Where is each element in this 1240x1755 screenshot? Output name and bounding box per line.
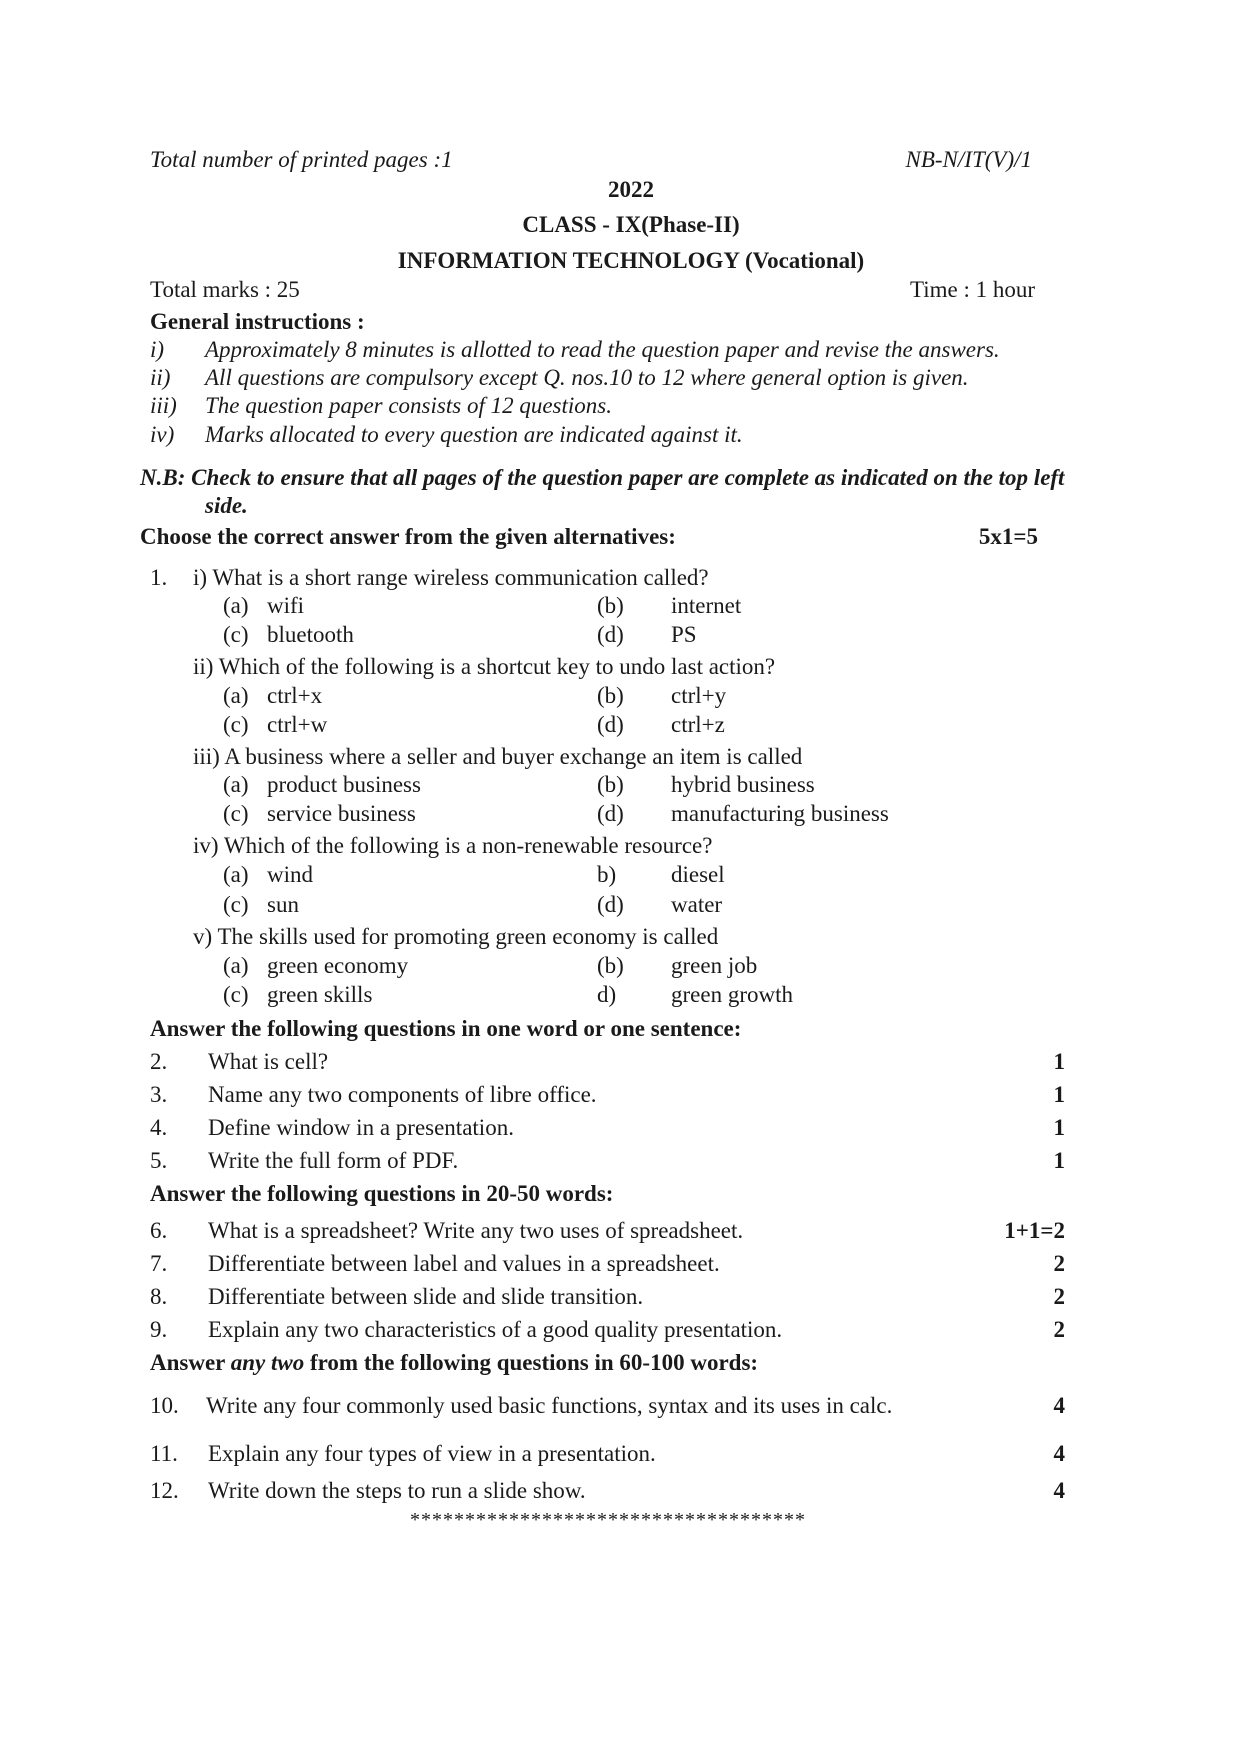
heading-pre: Answer bbox=[150, 1350, 231, 1375]
option-text: wifi bbox=[267, 593, 305, 618]
option-text: green job bbox=[671, 953, 758, 978]
question-text: Explain any four types of view in a presentation. bbox=[208, 1441, 656, 1466]
option-label: (d) bbox=[597, 712, 624, 737]
instruction-text: The question paper consists of 12 questions. bbox=[205, 393, 612, 418]
instructions-heading: General instructions : bbox=[150, 309, 365, 334]
option-text: green growth bbox=[671, 982, 793, 1007]
option-text: green economy bbox=[267, 953, 409, 978]
mcq-question: ii) Which of the following is a shortcut key to undo last action? bbox=[193, 654, 776, 679]
option-label: (c) bbox=[223, 622, 249, 647]
mcq-question: i) What is a short range wireless communication called? bbox=[193, 565, 709, 590]
question-number: 2. bbox=[150, 1049, 168, 1074]
option-text: diesel bbox=[671, 862, 725, 887]
question-number: 12. bbox=[150, 1478, 179, 1503]
question-marks: 1+1=2 bbox=[1004, 1218, 1065, 1243]
option-label: (d) bbox=[597, 892, 624, 917]
class-line: CLASS - IX(Phase-II) bbox=[522, 212, 740, 237]
question-number: 1. bbox=[150, 565, 168, 590]
exam-year: 2022 bbox=[608, 177, 654, 202]
question-number: 9. bbox=[150, 1317, 168, 1342]
option-text: PS bbox=[671, 622, 697, 647]
instruction-num: ii) bbox=[150, 365, 171, 390]
question-text: Write any four commonly used basic functions, syntax and its uses in calc. bbox=[206, 1393, 893, 1418]
total-marks: Total marks : 25 bbox=[150, 277, 300, 302]
question-text: Name any two components of libre office. bbox=[208, 1082, 597, 1107]
option-text: wind bbox=[267, 862, 313, 887]
question-number: 3. bbox=[150, 1082, 168, 1107]
option-label: (a) bbox=[223, 953, 249, 978]
question-text: What is a spreadsheet? Write any two uses of spreadsheet. bbox=[208, 1218, 744, 1243]
option-label: (b) bbox=[597, 593, 624, 618]
section-heading-20-50: Answer the following questions in 20-50 words: bbox=[150, 1181, 614, 1206]
option-text: service business bbox=[267, 801, 416, 826]
question-text: Differentiate between slide and slide transition. bbox=[208, 1284, 644, 1309]
mcq-question: v) The skills used for promoting green economy is called bbox=[193, 924, 719, 949]
option-text: ctrl+x bbox=[267, 683, 323, 708]
question-text: What is cell? bbox=[208, 1049, 329, 1074]
question-marks: 2 bbox=[1053, 1251, 1065, 1276]
mcq-question: iv) Which of the following is a non-renewable resource? bbox=[193, 833, 713, 858]
option-label: (d) bbox=[597, 801, 624, 826]
subject-title: INFORMATION TECHNOLOGY (Vocational) bbox=[397, 248, 865, 273]
question-marks: 4 bbox=[1053, 1441, 1065, 1466]
question-number: 7. bbox=[150, 1251, 168, 1276]
option-label: (b) bbox=[597, 772, 624, 797]
option-text: green skills bbox=[267, 982, 373, 1007]
instruction-text: Marks allocated to every question are indicated against it. bbox=[205, 422, 743, 447]
question-marks: 1 bbox=[1053, 1148, 1065, 1173]
question-number: 11. bbox=[150, 1441, 178, 1466]
question-number: 5. bbox=[150, 1148, 168, 1173]
question-marks: 1 bbox=[1053, 1115, 1065, 1140]
option-text: ctrl+w bbox=[267, 712, 328, 737]
question-marks: 4 bbox=[1053, 1393, 1065, 1418]
option-label: (c) bbox=[223, 801, 249, 826]
option-label: (c) bbox=[223, 892, 249, 917]
nb-note-cont: side. bbox=[205, 493, 248, 518]
option-label: (a) bbox=[223, 683, 249, 708]
option-label: (a) bbox=[223, 772, 249, 797]
time-allowed: Time : 1 hour bbox=[909, 277, 1035, 302]
section-heading-mcq: Choose the correct answer from the given alternatives: bbox=[140, 524, 676, 549]
question-text: Differentiate between label and values in a spreadsheet. bbox=[208, 1251, 720, 1276]
option-text: water bbox=[671, 892, 723, 917]
question-text: Write the full form of PDF. bbox=[208, 1148, 459, 1173]
question-marks: 2 bbox=[1053, 1317, 1065, 1342]
section-marks-mcq: 5x1=5 bbox=[978, 524, 1038, 549]
option-text: internet bbox=[671, 593, 742, 618]
instruction-num: iv) bbox=[150, 422, 175, 447]
heading-emphasis: any two bbox=[230, 1350, 305, 1375]
instruction-text: All questions are compulsory except Q. nos.10 to 12 where general option is given. bbox=[205, 365, 969, 390]
end-stars: ************************************ bbox=[410, 1509, 806, 1531]
question-number: 4. bbox=[150, 1115, 168, 1140]
option-label: (b) bbox=[597, 683, 624, 708]
question-number: 8. bbox=[150, 1284, 168, 1309]
paper-code: NB-N/IT(V)/1 bbox=[905, 147, 1032, 172]
option-text: product business bbox=[267, 772, 421, 797]
option-label: (a) bbox=[223, 862, 249, 887]
option-label: b) bbox=[597, 862, 617, 887]
instruction-num: i) bbox=[150, 337, 165, 362]
printed-pages: Total number of printed pages :1 bbox=[150, 147, 453, 172]
question-marks: 4 bbox=[1053, 1478, 1065, 1503]
option-label: (c) bbox=[223, 982, 249, 1007]
nb-note: N.B: Check to ensure that all pages of the question paper are complete as indicated on the top left bbox=[140, 465, 1065, 490]
option-label: d) bbox=[597, 982, 617, 1007]
question-marks: 1 bbox=[1053, 1049, 1065, 1074]
question-text: Write down the steps to run a slide show. bbox=[208, 1478, 586, 1503]
option-label: (b) bbox=[597, 953, 624, 978]
question-text: Define window in a presentation. bbox=[208, 1115, 514, 1140]
option-text: ctrl+z bbox=[671, 712, 725, 737]
option-text: sun bbox=[267, 892, 299, 917]
question-number: 6. bbox=[150, 1218, 168, 1243]
option-text: manufacturing business bbox=[671, 801, 889, 826]
section-heading-short: Answer the following questions in one word or one sentence: bbox=[150, 1016, 742, 1041]
heading-post: from the following questions in 60-100 words: bbox=[304, 1350, 759, 1375]
question-marks: 1 bbox=[1053, 1082, 1065, 1107]
option-text: bluetooth bbox=[267, 622, 354, 647]
option-label: (c) bbox=[223, 712, 249, 737]
instruction-text: Approximately 8 minutes is allotted to read the question paper and revise the answers. bbox=[205, 337, 1000, 362]
mcq-question: iii) A business where a seller and buyer exchange an item is called bbox=[193, 744, 803, 769]
option-label: (a) bbox=[223, 593, 249, 618]
question-number: 10. bbox=[150, 1393, 179, 1418]
instruction-num: iii) bbox=[150, 393, 177, 418]
option-text: ctrl+y bbox=[671, 683, 727, 708]
option-label: (d) bbox=[597, 622, 624, 647]
question-text: Explain any two characteristics of a good quality presentation. bbox=[208, 1317, 783, 1342]
question-marks: 2 bbox=[1053, 1284, 1065, 1309]
section-heading-60-100 bbox=[150, 1350, 758, 1376]
option-text: hybrid business bbox=[671, 772, 815, 797]
